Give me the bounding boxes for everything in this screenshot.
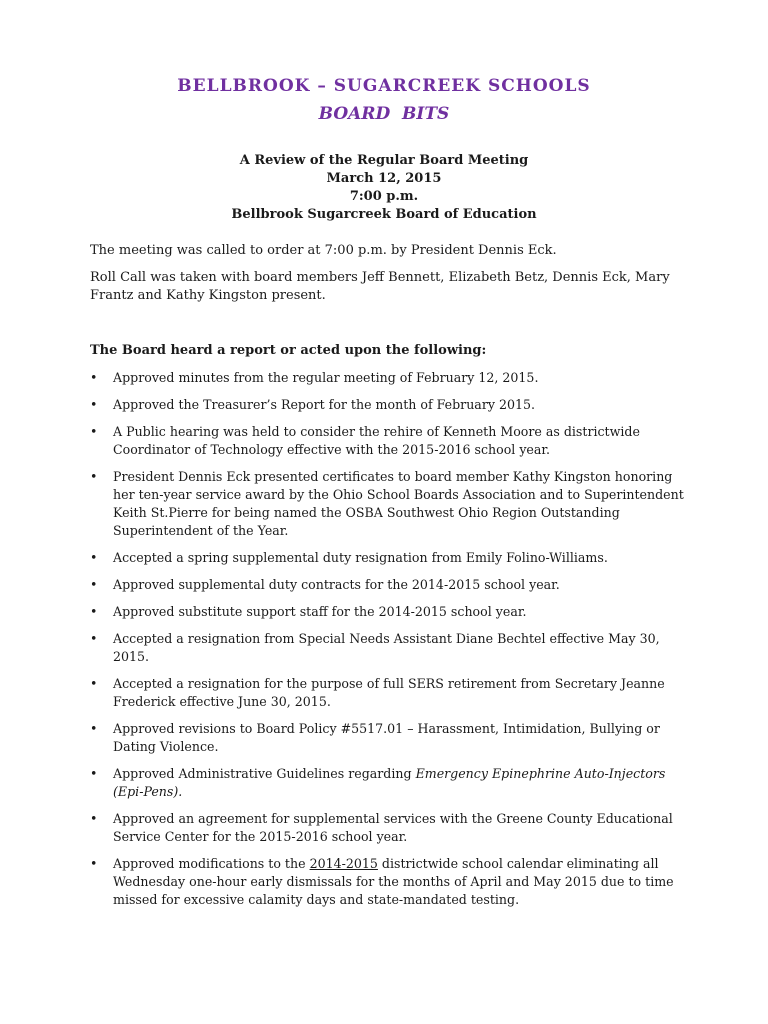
roll-call-paragraph: Roll Call was taken with board members Jeff Bennett, Elizabeth Betz, Dennis Eck, Mary Frantz and Kathy Kingston present. — [90, 270, 670, 303]
bullet-icon: • — [90, 397, 98, 412]
action-item — [90, 630, 690, 666]
action-text: Approved revisions to Board Policy #5517.01 – Harassment, Intimidation, Bullying or Dating Violence. — [113, 721, 660, 754]
action-text: Approved supplemental duty contracts for the 2014-2015 school year. — [113, 577, 560, 592]
action-item — [90, 603, 690, 621]
bullet-icon: • — [90, 469, 98, 484]
action-item — [90, 720, 690, 756]
action-text: Approved the Treasurer’s Report for the month of February 2015. — [113, 397, 536, 412]
action-text-underlined: 2014-2015 — [309, 856, 378, 871]
bullet-icon: • — [90, 676, 98, 691]
action-text: Approved substitute support staff for the 2014-2015 school year. — [113, 604, 527, 619]
action-text: Approved an agreement for supplemental services with the Greene County Educational Service Center for the 2015-2016 school year. — [113, 811, 673, 844]
action-text: A Public hearing was held to consider the rehire of Kenneth Moore as districtwide Coordinator of Technology effective with the 2015-2016 school year. — [113, 424, 640, 457]
called-to-order-paragraph: The meeting was called to order at 7:00 p.m. by President Dennis Eck. — [90, 243, 557, 258]
action-item — [90, 549, 690, 567]
action-item — [90, 423, 690, 459]
actions-heading: The Board heard a report or acted upon the following: — [90, 343, 487, 358]
meeting-time: 7:00 p.m. — [349, 189, 419, 204]
action-text-suffix: districtwide school calendar eliminating all Wednesday one-hour early dismissals for the months of April and May 2015 due to time missed for excessive calamity days and state-mandated testing. — [113, 856, 674, 907]
bullet-icon: • — [90, 550, 98, 565]
actions-list — [90, 369, 690, 918]
action-item — [90, 468, 690, 540]
action-item — [90, 396, 690, 414]
meeting-date: March 12, 2015 — [326, 171, 442, 186]
bullet-icon: • — [90, 811, 98, 826]
meeting-title: A Review of the Regular Board Meeting — [239, 153, 529, 168]
meeting-body: Bellbrook Sugarcreek Board of Education — [231, 207, 537, 222]
action-item-calendar — [90, 855, 690, 909]
action-item — [90, 369, 690, 387]
bullet-icon: • — [90, 856, 98, 871]
action-text-prefix: Approved modifications to the — [113, 856, 310, 871]
bullet-icon: • — [90, 604, 98, 619]
bullet-icon: • — [90, 766, 98, 781]
bullet-icon: • — [90, 577, 98, 592]
action-text: President Dennis Eck presented certificates to board member Kathy Kingston honoring her ten-year service award by the Ohio School Boards Association and to Superintendent Keith St.Pierre for being named the OSBA Southwest Ohio Region Outstanding Superintendent of the Year. — [113, 469, 684, 538]
bullet-icon: • — [90, 631, 98, 646]
bullet-icon: • — [90, 721, 98, 736]
bullet-icon: • — [90, 424, 98, 439]
action-item — [90, 810, 690, 846]
bullet-icon: • — [90, 370, 98, 385]
action-text: Accepted a spring supplemental duty resignation from Emily Folino-Williams. — [113, 550, 608, 565]
action-text: Accepted a resignation for the purpose of full SERS retirement from Secretary Jeanne Frederick effective June 30, 2015. — [113, 676, 665, 709]
action-item — [90, 675, 690, 711]
action-item-epi-pens — [90, 765, 690, 801]
action-text-prefix: Approved Administrative Guidelines regarding — [113, 766, 416, 781]
newsletter-title: BOARD BITS — [318, 104, 450, 124]
action-item — [90, 576, 690, 594]
school-name-heading: BELLBROOK – SUGARCREEK SCHOOLS — [177, 76, 591, 96]
action-text: Accepted a resignation from Special Needs Assistant Diane Bechtel effective May 30, 2015. — [113, 631, 660, 664]
action-text-italic: Emergency Epinephrine Auto-Injectors (Epi-Pens). — [113, 766, 666, 799]
action-text: Approved minutes from the regular meeting of February 12, 2015. — [113, 370, 539, 385]
meeting-info — [0, 152, 768, 224]
